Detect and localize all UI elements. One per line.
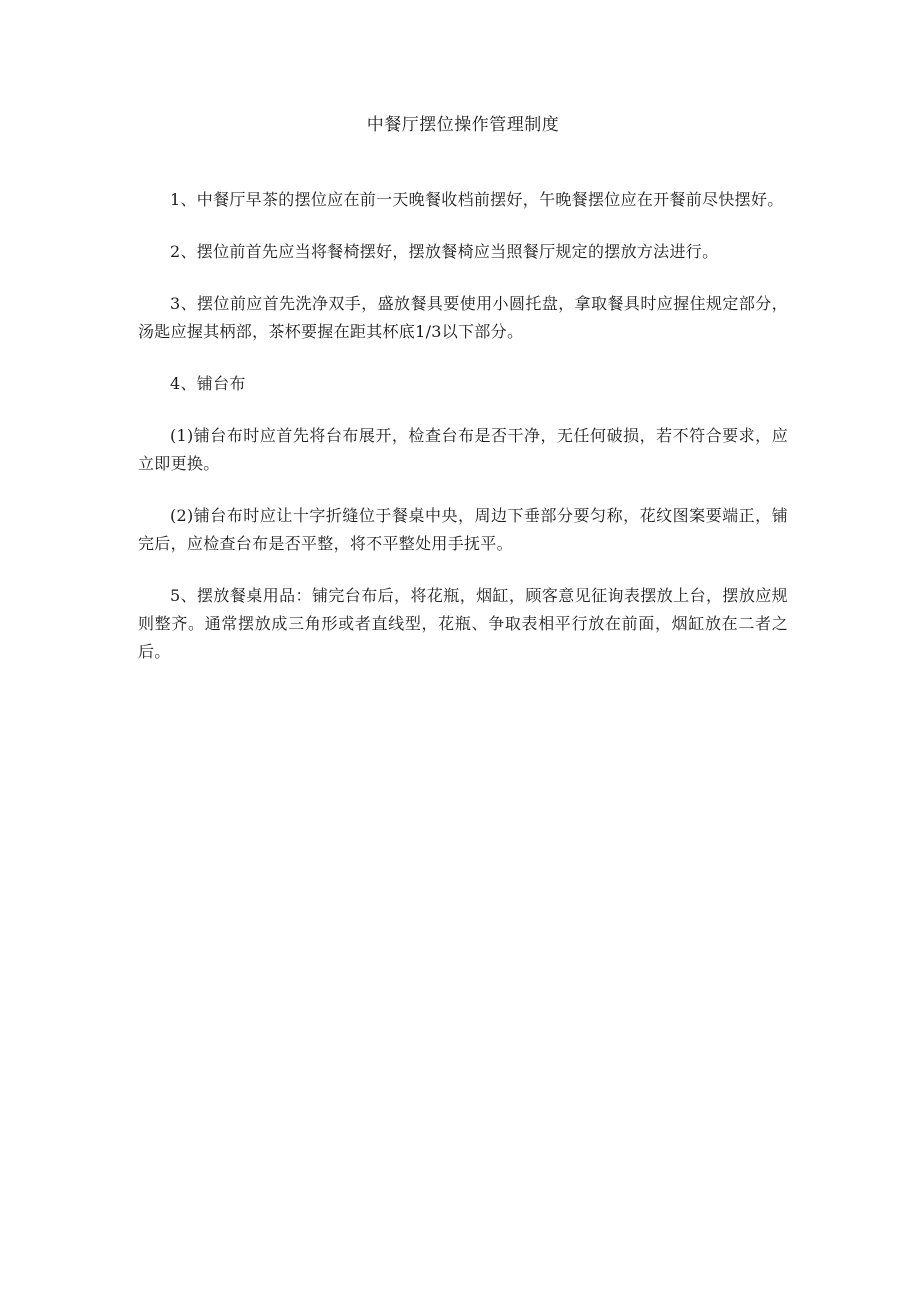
document-title: 中餐厅摆位操作管理制度 [366,115,560,135]
paragraph-4-1: (1)铺台布时应首先将台布展开，检查台布是否干净，无任何破损，若不符合要求，应立即更换。 [138,426,788,473]
paragraph-1: 1、中餐厅早茶的摆位应在前一天晚餐收档前摆好，午晚餐摆位应在开餐前尽快摆好。 [170,190,784,209]
paragraph-5: 5、摆放餐桌用品：铺完台布后，将花瓶，烟缸，顾客意见征询表摆放上台，摆放应规则整齐。通常摆放成三角形或者直线型，花瓶、争取表相平行放在前面，烟缸放在二者之后。 [138,586,788,661]
paragraph-4-2: (2)铺台布时应让十字折缝位于餐桌中央，周边下垂部分要匀称，花纹图案要端正，铺完后，应检查台布是否平整，将不平整处用手抚平。 [138,506,788,553]
paragraph-4-heading: 4、铺台布 [170,374,246,393]
document-page [138,0,788,666]
paragraph-3: 3、摆位前应首先洗净双手，盛放餐具要使用小圆托盘，拿取餐具时应握住规定部分，汤匙应握其柄部，茶杯要握在距其杯底1/3以下部分。 [138,294,788,341]
paragraph-2: 2、摆位前首先应当将餐椅摆好，摆放餐椅应当照餐厅规定的摆放方法进行。 [170,242,719,261]
